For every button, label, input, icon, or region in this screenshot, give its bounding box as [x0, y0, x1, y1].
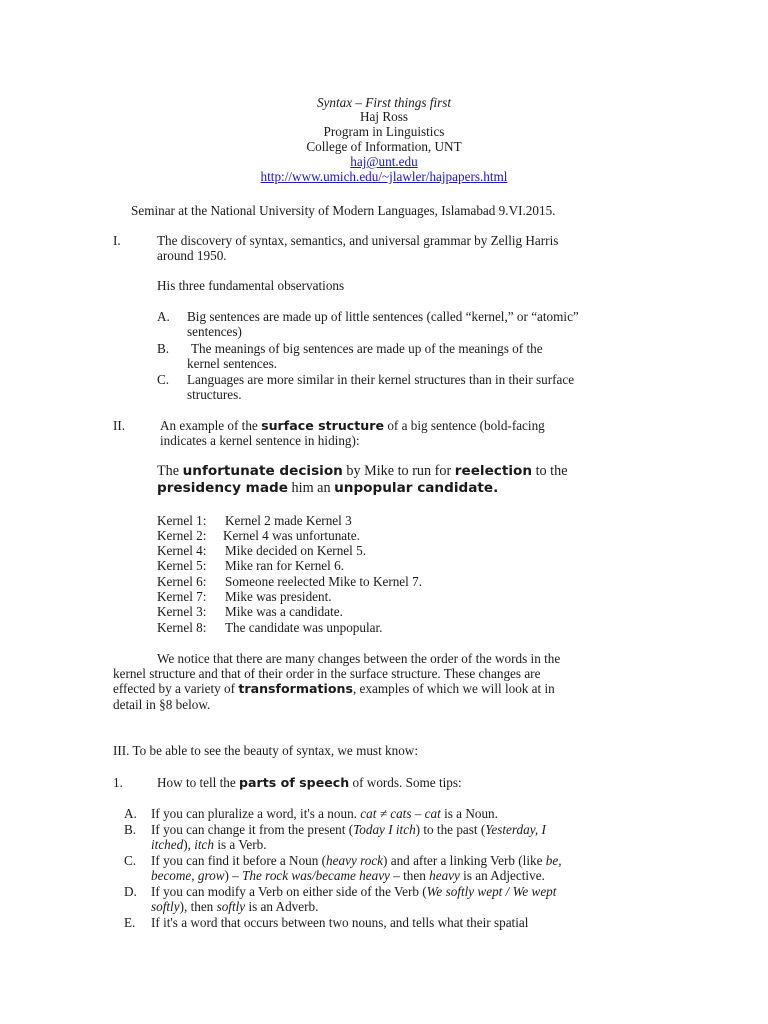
tip-b-line-1: If you can change it from the present (Today I itch) to the past (Yesterday, I	[151, 822, 546, 837]
paragraph-line-4: detail in §8 below.	[113, 697, 211, 712]
section-2-line-2: indicates a kernel sentence in hiding):	[160, 433, 360, 448]
kernel-row: Kernel 3: Mike was a candidate.	[157, 604, 343, 619]
observation-c-line-1: Languages are more similar in their kernel structures than in their surface	[187, 372, 575, 387]
parts-of-speech-term: parts of speech	[239, 775, 350, 790]
paragraph-line-3: effected by a variety of transformations, examples of which we will look at in	[113, 681, 555, 696]
papers-url-link[interactable]: http://www.umich.edu/~jlawler/hajpapers.html	[260, 169, 508, 184]
observation-a-line-2: sentences)	[187, 324, 242, 339]
tip-d-letter: D.	[124, 884, 137, 899]
kernel-highlight: reelection	[454, 463, 533, 479]
subsection-1-number: 1.	[113, 775, 123, 790]
kernel-row: Kernel 4: Mike decided on Kernel 5.	[157, 543, 366, 558]
tip-e-line: If it's a word that occurs between two nouns, and tells what their spatial	[151, 915, 529, 930]
kernel-row: Kernel 1: Kernel 2 made Kernel 3	[157, 513, 352, 528]
observation-b-letter: B.	[157, 341, 170, 356]
tip-c-line-2: become, grow) – The rock was/became heavy – then heavy is an Adjective.	[151, 868, 545, 883]
email-link-row	[0, 154, 768, 169]
section-2-number: II.	[113, 418, 126, 433]
kernel-highlight: presidency made	[157, 480, 288, 496]
seminar-line: Seminar at the National University of Modern Languages, Islamabad 9.VI.2015.	[131, 203, 556, 218]
email-link[interactable]: haj@unt.edu	[350, 154, 418, 169]
section-1-line-2: around 1950.	[157, 248, 227, 263]
kernel-row: Kernel 8: The candidate was unpopular.	[157, 620, 383, 635]
kernel-row: Kernel 6: Someone reelected Mike to Kernel 7.	[157, 574, 423, 589]
tip-a-letter: A.	[124, 806, 137, 821]
example-sentence-line-2: presidency made him an unpopular candidate.	[157, 480, 499, 496]
observation-a-letter: A.	[157, 309, 170, 324]
paragraph-line-1: We notice that there are many changes between the order of the words in the	[157, 651, 561, 666]
subsection-1-line: How to tell the parts of speech of words. Some tips:	[157, 775, 462, 790]
tip-c-line-1: If you can find it before a Noun (heavy rock) and after a linking Verb (like be,	[151, 853, 562, 868]
section-1-line-1: The discovery of syntax, semantics, and universal grammar by Zellig Harris	[157, 233, 559, 248]
section-3-heading: III. To be able to see the beauty of syntax, we must know:	[113, 743, 418, 758]
paragraph-line-2: kernel structure and that of their order in the surface structure. These changes are	[113, 666, 541, 681]
college-name: College of Information, UNT	[306, 139, 462, 154]
program-name: Program in Linguistics	[323, 124, 445, 139]
kernel-highlight: unpopular candidate.	[334, 480, 499, 496]
kernel-row: Kernel 7: Mike was president.	[157, 589, 332, 604]
author-name: Haj Ross	[360, 109, 408, 124]
kernel-highlight: unfortunate decision	[182, 463, 343, 479]
tip-d-line-1: If you can modify a Verb on either side of the Verb (We softly wept / We wept	[151, 884, 557, 899]
observations-intro: His three fundamental observations	[157, 278, 345, 293]
tip-b-letter: B.	[124, 822, 137, 837]
tip-d-line-2: softly), then softly is an Adverb.	[151, 899, 319, 914]
observation-b-line-2: kernel sentences.	[187, 356, 278, 371]
document-title: Syntax – First things first	[316, 95, 452, 110]
observation-c-letter: C.	[157, 372, 170, 387]
kernel-row: Kernel 2: Kernel 4 was unfortunate.	[157, 528, 360, 543]
url-link-row	[0, 169, 768, 184]
section-2-line-1: An example of the surface structure of a big sentence (bold-facing	[160, 418, 545, 433]
tip-c-letter: C.	[124, 853, 137, 868]
kernel-row: Kernel 5: Mike ran for Kernel 6.	[157, 558, 345, 573]
tip-e-letter: E.	[124, 915, 136, 930]
surface-structure-term: surface structure	[261, 418, 385, 433]
observation-a-line-1: Big sentences are made up of little sentences (called “kernel,” or “atomic”	[187, 309, 579, 324]
tip-b-line-2: itched), itch is a Verb.	[151, 837, 267, 852]
transformations-term: transformations	[238, 681, 353, 696]
tip-a-line: If you can pluralize a word, it's a noun. cat ≠ cats – cat is a Noun.	[151, 806, 498, 821]
observation-c-line-2: structures.	[187, 387, 242, 402]
example-sentence-line-1: The unfortunate decision by Mike to run for reelection to the	[157, 463, 568, 479]
section-1-number: I.	[113, 233, 121, 248]
observation-b-line-1: The meanings of big sentences are made up of the meanings of the	[191, 341, 543, 356]
